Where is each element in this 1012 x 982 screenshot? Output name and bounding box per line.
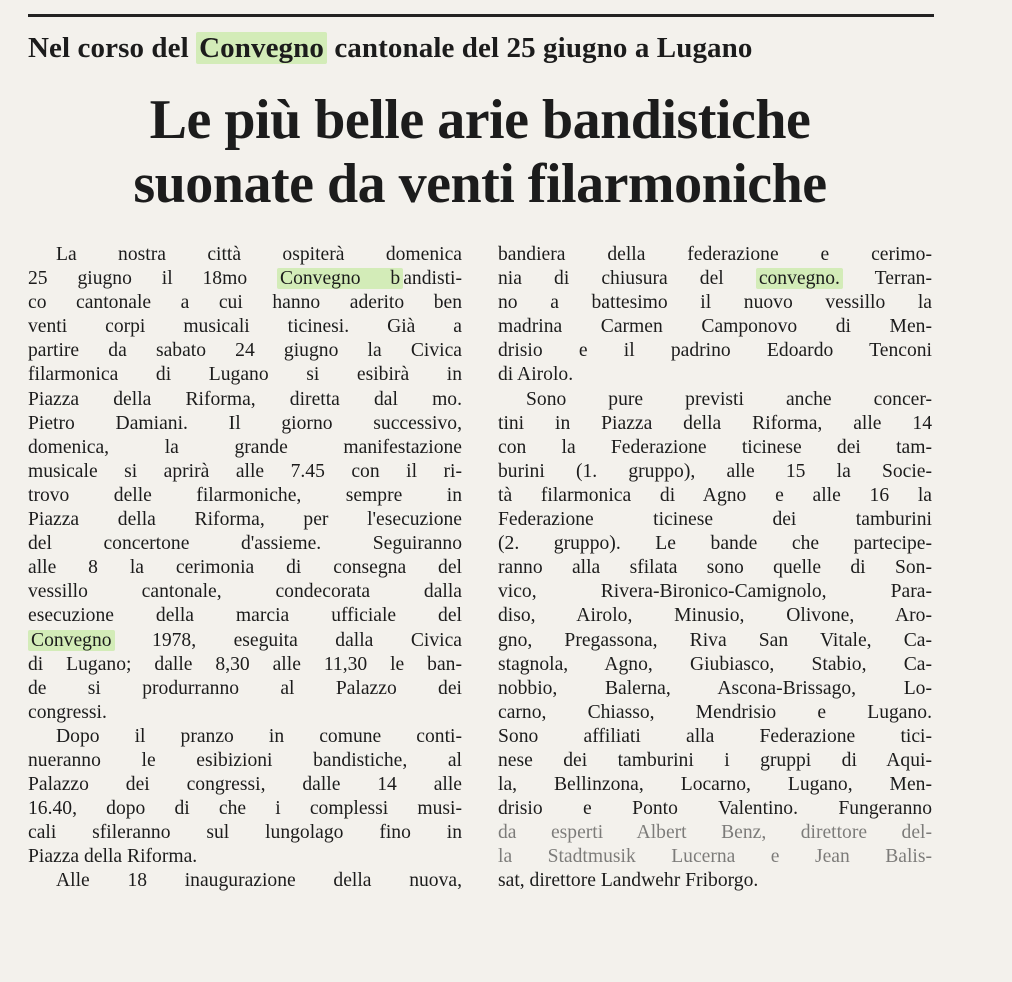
kicker-text: Nel corso del — [28, 32, 197, 64]
text-line: diso, Airolo, Minusio, Olivone, Aro- — [498, 605, 932, 627]
text-line: domenica, la grande manifestazione — [28, 436, 462, 458]
kicker-headline — [28, 30, 934, 66]
text-line: cali sfileranno sul lungolago fino in — [28, 822, 462, 844]
text-line: no a battesimo il nuovo vessillo la — [498, 292, 932, 314]
text-line: co cantonale a cui hanno aderito ben — [28, 292, 462, 314]
text-line: del concertone d'assieme. Seguiranno — [28, 533, 462, 555]
text-line: la, Bellinzona, Locarno, Lugano, Men- — [498, 774, 932, 796]
text-line: Pietro Damiani. Il giorno successivo, — [28, 412, 462, 434]
top-rule — [28, 14, 934, 17]
text-line: filarmonica di Lugano si esibirà in — [28, 364, 462, 386]
text-line: trovo delle filarmoniche, sempre in — [28, 484, 462, 506]
text-line: tini in Piazza della Riforma, alle 14 — [498, 412, 932, 434]
text-line: bandiera della federazione e cerimo- — [498, 244, 932, 265]
text-line: stagnola, Agno, Giubiasco, Stabio, Ca- — [498, 653, 932, 675]
text-line: Palazzo dei congressi, dalle 14 alle — [28, 774, 462, 796]
text-line: gno, Pregassona, Riva San Vitale, Ca- — [498, 629, 932, 651]
text-line: madrina Carmen Camponovo di Men- — [498, 316, 932, 338]
text-line: nia di chiusura del convegno. Terran- — [498, 268, 932, 290]
text-line: tà filarmonica di Agno e alle 16 la — [498, 484, 932, 506]
text-line: 16.40, dopo di che i complessi musi- — [28, 798, 462, 820]
text-line: vessillo cantonale, condecorata dalla — [28, 581, 462, 603]
article-column-left — [28, 243, 462, 894]
headline-line-1: Le più belle arie bandistiche — [149, 89, 811, 151]
main-headline — [0, 88, 960, 216]
text-line: Piazza della Riforma, diretta dal mo. — [28, 388, 462, 410]
text-line: venti corpi musicali ticinesi. Già a — [28, 316, 462, 338]
search-highlight: Convegno — [196, 32, 327, 64]
text-line: Dopo il pranzo in comune conti- — [56, 725, 462, 747]
search-highlight: convegno. — [756, 268, 843, 289]
text-line: de si produrranno al Palazzo dei — [28, 677, 462, 699]
text-line: da esperti Albert Benz, direttore del- — [498, 822, 932, 844]
text-line: Alle 18 inaugurazione della nuova, — [56, 870, 462, 892]
text-line: burini (1. gruppo), alle 15 la Socie- — [498, 460, 932, 482]
text-line: sat, direttore Landwehr Friborgo. — [498, 870, 759, 892]
text-line: esecuzione della marcia ufficiale del — [28, 605, 462, 627]
text-line: (2. gruppo). Le bande che partecipe- — [498, 533, 932, 555]
article-column-right — [498, 243, 932, 894]
kicker-text: cantonale del 25 giugno a Lugano — [326, 32, 753, 64]
text-line: Piazza della Riforma, per l'esecuzione — [28, 509, 462, 531]
text-line: ranno alla sfilata sono quelle di Son- — [498, 557, 932, 579]
search-highlight: Convegno — [28, 630, 115, 651]
text-line: Convegno 1978, eseguita dalla Civica — [28, 629, 462, 653]
text-line: nobbio, Balerna, Ascona-Brissago, Lo- — [498, 677, 932, 699]
text-line: nueranno le esibizioni bandistiche, al — [28, 749, 462, 771]
text-line: 25 giugno il 18mo Convegno b andisti- — [28, 268, 462, 290]
text-line: la Stadtmusik Lucerna e Jean Balis- — [498, 846, 932, 868]
text-line: alle 8 la cerimonia di consegna del — [28, 557, 462, 579]
text-line: Federazione ticinese dei tamburini — [498, 509, 932, 531]
search-highlight: Convegno b — [277, 268, 403, 289]
text-line: di Airolo. — [498, 364, 574, 386]
text-line: drisio e Ponto Valentino. Fungeranno — [498, 798, 932, 820]
text-line: carno, Chiasso, Mendrisio e Lugano. — [498, 701, 932, 723]
text-line: vico, Rivera-Bironico-Camignolo, Para- — [498, 581, 932, 603]
text-line: nese dei tamburini i gruppi di Aqui- — [498, 749, 932, 771]
text-line: Piazza della Riforma. — [28, 846, 198, 868]
text-line: Sono pure previsti anche concer- — [526, 388, 932, 410]
text-line: con la Federazione ticinese dei tam- — [498, 436, 932, 458]
text-line: congressi. — [28, 701, 107, 723]
text-line: partire da sabato 24 giugno la Civica — [28, 340, 462, 362]
text-line: musicale si aprirà alle 7.45 con il ri- — [28, 460, 462, 482]
text-line: Sono affiliati alla Federazione tici- — [498, 725, 932, 747]
text-line: La nostra città ospiterà domenica — [56, 244, 462, 265]
text-line: drisio e il padrino Edoardo Tenconi — [498, 340, 932, 362]
text-line: di Lugano; dalle 8,30 alle 11,30 le ban- — [28, 653, 462, 675]
headline-line-2: suonate da venti filarmoniche — [133, 153, 827, 215]
